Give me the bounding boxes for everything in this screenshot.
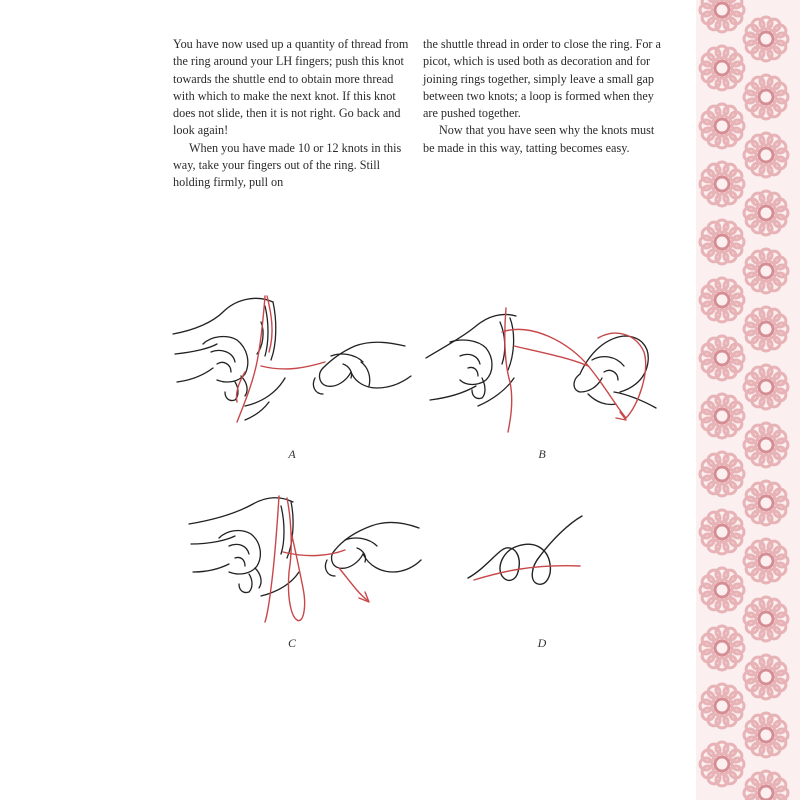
thread-path [598, 333, 646, 418]
paragraph: Now that you have seen why the knots must be made in this way, tatting becomes easy. [423, 123, 655, 155]
thread-path [261, 362, 325, 369]
paragraph: You have now used up a quantity of thread from the ring around your LH fingers; push this knot towards the shuttle end to obtain more thread with which to make the next knot. If this knot does not slide, then it is not right. Go back and look again! [173, 37, 409, 138]
figure-caption: D [537, 636, 547, 650]
figure-caption: A [288, 447, 296, 461]
figure-d-knot-diagram [460, 510, 600, 600]
figure-caption: C [287, 636, 296, 650]
paragraph: When you have made 10 or 12 knots in this way, take your fingers out of the ring. Still holding firmly, pull on [173, 140, 402, 190]
figure-caption: B [538, 447, 546, 461]
thread-path [474, 566, 580, 580]
figure-a-hands-illustration [165, 282, 415, 442]
thread-path [468, 516, 582, 584]
thread-path [287, 498, 305, 621]
figure-b-hands-illustration [420, 282, 665, 442]
text-column-left [173, 36, 413, 192]
text-column-right [423, 36, 663, 157]
paragraph: the shuttle thread in order to close the ring. For a picot, which is used both as decoration and for joining rings together, simply leave a small gap between two knots; a loop is formed when they are pushed together. [423, 37, 661, 121]
thread-path [283, 550, 345, 556]
lace-border-decoration [676, 0, 800, 800]
thread-path [237, 296, 265, 422]
thread-path [339, 568, 367, 600]
figure-c-hands-illustration [183, 488, 423, 628]
thread-path [514, 346, 588, 366]
thread-path [265, 496, 279, 622]
